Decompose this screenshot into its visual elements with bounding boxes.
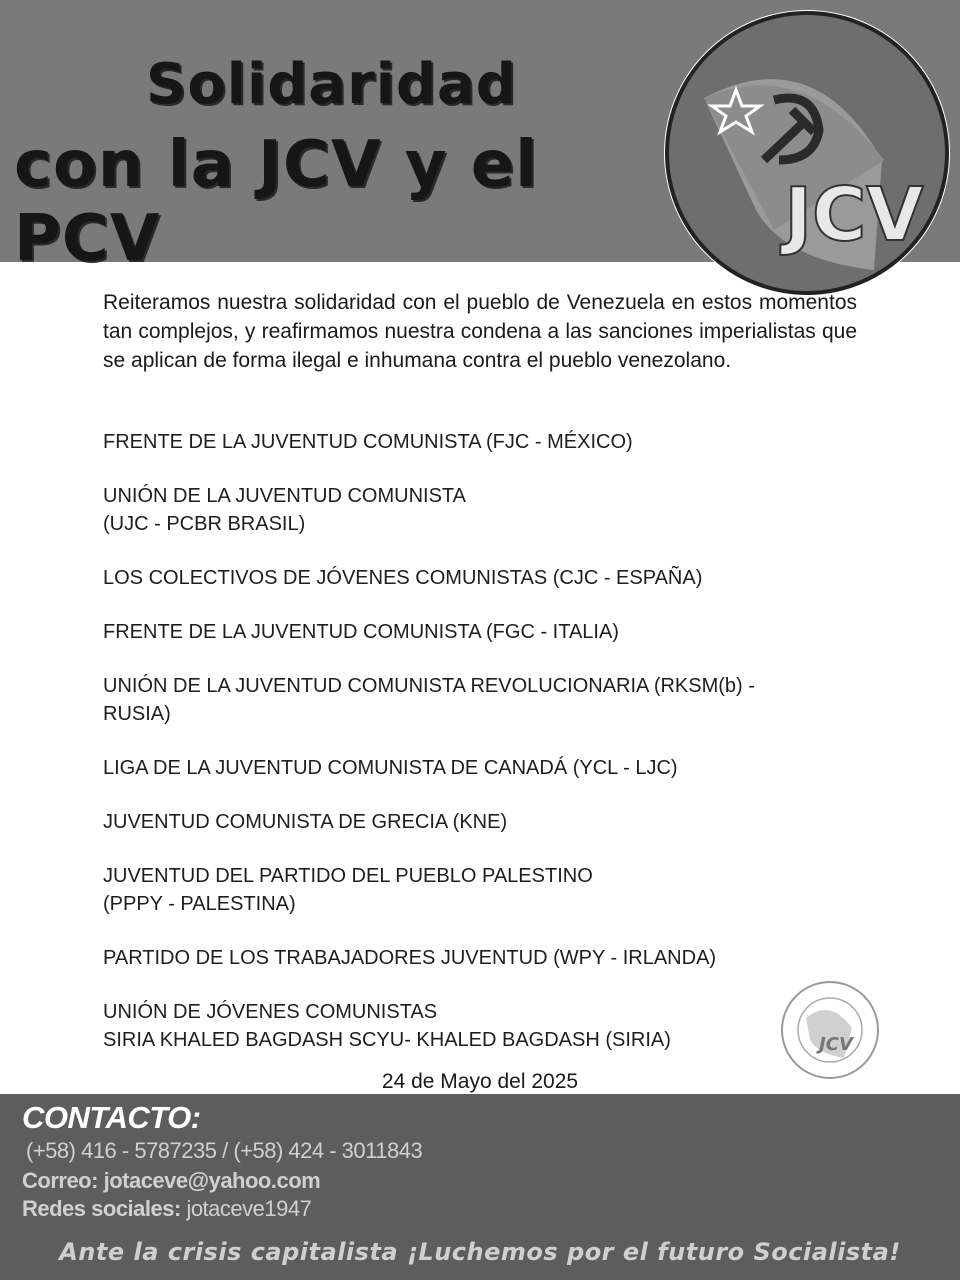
solidarity-statement: Reiteramos nuestra solidaridad con el pueblo de Venezuela en estos momentos tan complejos, y reafirmamos nuestra condena a las sanciones imperialistas que se aplican de forma ilegal e inhumana contra el pueblo venezolano. (103, 291, 857, 372)
list-item: PARTIDO DE LOS TRABAJADORES JUVENTUD (WPY - IRLANDA) (103, 947, 717, 969)
list-item: JUVENTUD COMUNISTA DE GRECIA (KNE) (103, 811, 508, 833)
date: 24 de Mayo del 2025 (381, 1070, 579, 1093)
slogan: Ante la crisis capitalista ¡Luchemos por el futuro Socialista! (59, 1238, 901, 1266)
email-value: jotaceve@yahoo.com (103, 1168, 321, 1193)
stamp-center-text: JCV (819, 1034, 853, 1055)
title-line-1: Solidaridad (146, 52, 517, 117)
contact-phones: (+58) 416 - 5787235 / (+58) 424 - 3011843 (26, 1138, 423, 1163)
list-item: UNIÓN DE LA JUVENTUD COMUNISTA REVOLUCIONARIA (RKSM(b) - RUSIA) (103, 675, 755, 725)
list-item: LOS COLECTIVOS DE JÓVENES COMUNISTAS (CJC - ESPAÑA) (103, 567, 703, 589)
logo-text: JCV (784, 172, 924, 258)
contact-social-line (22, 1196, 311, 1222)
email-label: Correo: (22, 1168, 98, 1193)
list-item: FRENTE DE LA JUVENTUD COMUNISTA (FJC - MÉXICO) (103, 431, 633, 453)
list-item: JUVENTUD DEL PARTIDO DEL PUEBLO PALESTINO (PPPY - PALESTINA) (103, 865, 593, 915)
social-label: Redes sociales: (22, 1196, 181, 1221)
list-item: UNIÓN DE LA JUVENTUD COMUNISTA (UJC - PCBR BRASIL) (103, 485, 466, 535)
jcv-stamp (778, 978, 882, 1082)
contact-email-line (22, 1168, 320, 1194)
organizations-list (103, 428, 863, 1080)
list-item: LIGA DE LA JUVENTUD COMUNISTA DE CANADÁ (YCL - LJC) (103, 757, 678, 779)
list-item: UNIÓN DE JÓVENES COMUNISTAS SIRIA KHALED BAGDASH SCYU- KHALED BAGDASH (SIRIA) (103, 1001, 671, 1051)
list-item: FRENTE DE LA JUVENTUD COMUNISTA (FGC - ITALIA) (103, 621, 619, 643)
title-line-2: con la JCV y el PCV (14, 128, 539, 276)
social-value: jotaceve1947 (186, 1196, 312, 1221)
jcv-logo (664, 10, 950, 296)
contact-title: CONTACTO: (22, 1100, 201, 1135)
